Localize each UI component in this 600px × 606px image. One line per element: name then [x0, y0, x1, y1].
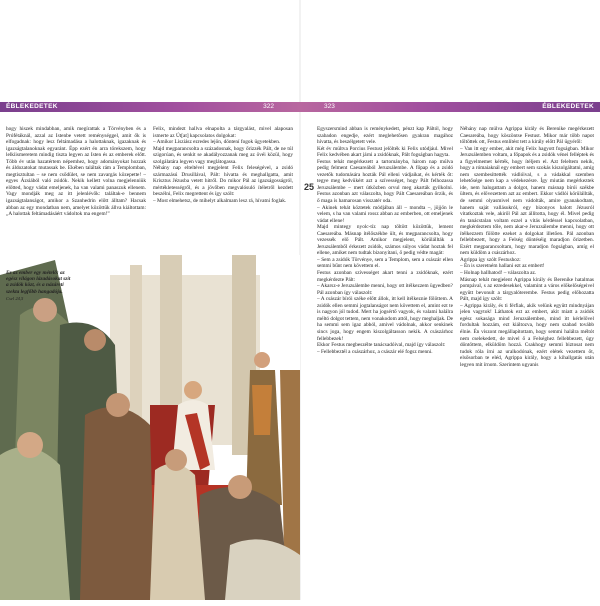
text-column-4: Néhány nap múlva Agrippa király és Berenike megérkezett Caesareába, hogy köszöntse Festust. Mikor már több napot töltöttek ott, Festus említést tett a király előtt Pál ügyéről: – Van itt egy ember, akit még Felix hagyott fogságban. Mikor Jeruzsálemben voltam, a főpapok és a zsidók vénei felléptek és a figyelmemet kérték, hogy ítéljem el. Azt feleltem nekik, hogy a rómaiaknál egy embert sem szokás kiszolgáltatni, amíg nem szembesíttették vádlóival, s a vádakkal szemben lehetősége nem kap a védekezésre. Így miután megérkeztek ide, nem halogattam a dolgot, hanem másnap bírói székbe ültem, és elővezettem azt az embert. Ekkor vádlói körülállták, de semmi olyasmivel nem vádolták, amire gyanakodtam, hanem saját vallásukról, egy bizonyos halott Jézusról vitatkoztak vele, akiről Pál azt állította, hogy él. Mivel pedig én tanácstalan voltam ezzel a vitás kérdéssel kapcsolatban, megkérdeztem tőle, nem akar-e Jeruzsálembe menni, hogy ott ítélkezzem fölötte ezeket a dolgokat illetően. Pál azonban fellebbezett, hogy a Felség döntéséig maradjon őrizetben. Ezért megparancsoltam, hogy maradjon fogságban, amíg el nem küldöm a császárhoz. Agrippa így szólt Festushoz: – Én is szeretném hallani ezt az embert! – Holnap hallhatod! – válaszolta az. Másnap tehát megjelent Agrippa király és Berenike hatalmas pompával, s az ezredesekkel, valamint a város előkelőségeivel együtt bevonult a tárgyalóterembe. Festus pedig előhozatta Pált, majd így szólt: – Agrippa király, és ti férfiak, akik velünk együtt mindnyájan jelen vagytok! Láthatok ezt az embert, akit miatt a zsidók egész sokasága mind Jeruzsálemben, mind itt kérlelővel fordultak hozzám, ezt kiáltozva, hogy nem szabad tovább élnie. Én viszont megállapítottam, hogy semmi halálra méltót nem cselekedett, de mivel ő a Felséghez fellebbezett, úgy döntöttem, elküldöm hozzá. Csakhogy semmi biztosat nem tudok róla írni az uralkodónak, ezért elétek vezettem őt, elsősorban te eléd, Agrippa király, hogy a kihallgatás után legyen mit írnom. Szerintem ugyanis	[460, 126, 594, 368]
right-running-title: ÉBLEKEDETEK	[542, 103, 594, 110]
right-page-number: 323	[324, 103, 335, 110]
left-running-title: ÉBLEKEDETEK	[6, 103, 58, 110]
left-page-number: 322	[263, 103, 274, 110]
text-column-2: Felix, mindezt hallva elnapolta a tárgyalást, mivel alaposan ismerte az Út[at] kapcsolatos dolgokat: – Amikor Lisziász ezredes lejön, döntení fogok ügyetekben. Majd megparancsolta a századosnak, hogy őrizzék Pált, de ne túl szigorúan, és senkit se akadályozzanak meg az övéi közül, hogy szolgálatára legyen vagy meglátogassa. Néhány nap elteltével megjelent Felix feleségével, a zsidó származású Drusillával, Pált: hívatta és meghallgatta, amit Krisztus Jézusba vetett hitről. Do mikor Pál az igazságosságról, mértékletességről, és a jövőben megvalósuló ítéletről kezdett beszélni, Felix megrettent és így szólt: – Most elmehetsz, de mihelyt alkalmam lesz rá, hívatni foglak.	[153, 126, 293, 205]
text-column-3: Egyszersmind abban is reménykedett, pénzt kap Páltól, hogy szabadon engedje, ezért meglehetősen gyakran magához hívatta, és beszélgetett vele. Két év múltva Porcius Festust jelölték ki Felix utódjául. Mivel Felix kedvében akart járni a zsidóknak, Pált fogságban hagyta. Festus tehát megérkezett a tartományba, három nap múlva pedig felment Caesareából Jeruzsálembe. A főpap és a zsidó vezetők tudomására hozták Pál elleni vádjaikat, és kérték őt: tegye meg kedvükért azt a szívességet, hogy Pált felhozassa Jeruzsálembe – mert útközben orvul meg akarták gyilkolni. Festus azonban azt válaszolta, hogy Pált Caesareában őrzik, és ő maga is hamarosan visszatér oda. – Akinek tehát köztetek módjában áll – mondta –, jöjjön le velem, s ha van valami rossz abban az emberben, ott emeljenek vádat ellene! Majd mintegy nyolc-tíz nap töltött közöttük, lement Caesareába. Másnap ítélőszékbe ült, és megparancsolta, hogy vezessék elő Pált. Amikor megjelent, körülállták a Jeruzsálemből érkezett zsidók, számos súlyos vádat hoztak fel ellene, amiket nem tudtak bizonyítani, ő pedig védte magát: – Sem a zsidók Törvénye, sem a Templom, sem a császár ellen semmi bűnt nem követtem el. Festus azonban szívességet akart tenni a zsidóknak, ezért megkérdezte Pált: – Akarsz-e Jeruzsálembe menni, hogy ott ítélkezzem ügyedben? Pál azonban így válaszolt: – A császár bírói széke előtt állok, itt kell ítélkeznie fölöttem. A zsidók ellen semmi jogtalanságot nem követtem el, amint ezt te is nagyon jól tudod. Mert ha jogsértő vagyok, és valami halálra méltó dolgot tettem, nem vonakodom attól, hogy meghaljak. De ha semmi sem igaz abból, amivel vádolnak, akkor senkinek sincs joga, hogy engem kiszolgáltasson nekik. A császárhoz fellebbezek! Ekkor Festus megbeszélte tanácsadóival, majd így válaszolt: – Fellebbeztél a császárhoz, a császár elé fogsz menni.	[317, 126, 453, 355]
chapter-number: 25	[304, 182, 315, 192]
pull-quote	[6, 270, 74, 302]
text-column-1: hogy hiszek mindabban, amik megírattak a Törvényben és a Prófétáknál, azzal az Istenbe vetett reménységgel, amit ők is elfogadnak: hogy lesz feltámadása a halottaknak, igazaknak és igazságtalanoknak egyaránt. Épp ezért én arra törekszem, hogy lelkiismeretem mindig tiszta legyen az Isten és az emberek előtt. Több év után hazatértem népemhez, hogy adományokat hozzak és áldozatokat mutassak be. Ekében találtak rám a Templomban, megtisztultan – se nem csődület, se nem zavargás közepette! – egyes Ázsiából való zsidók. Nekik kellett volna megjelenniük előtted, hogy vádat emeljenek, ha van valami panaszuk ellenem. Vagy mondják meg az itt jelenlévők: találtak-e bennem igazságtalanságot, amikor a Szanhedrin előtt álltam? Hacsak abban az egy mondatban nem, amelyet közöttük állva kiáltottam: „A halottak feltámadásáért vádoltok ma engem!”	[6, 126, 146, 218]
left-page-header-bar	[0, 102, 300, 112]
illustration-paul-before-festus	[0, 255, 300, 600]
pull-quote-text: Ez az ember egy mételő: az egész világon lázadásokat szít a zsidók közt, és a názáreti szekta legfőbb hangadója.	[6, 270, 71, 295]
pull-quote-reference: Csel 24,5	[6, 295, 24, 301]
right-page-header-bar	[300, 102, 600, 112]
